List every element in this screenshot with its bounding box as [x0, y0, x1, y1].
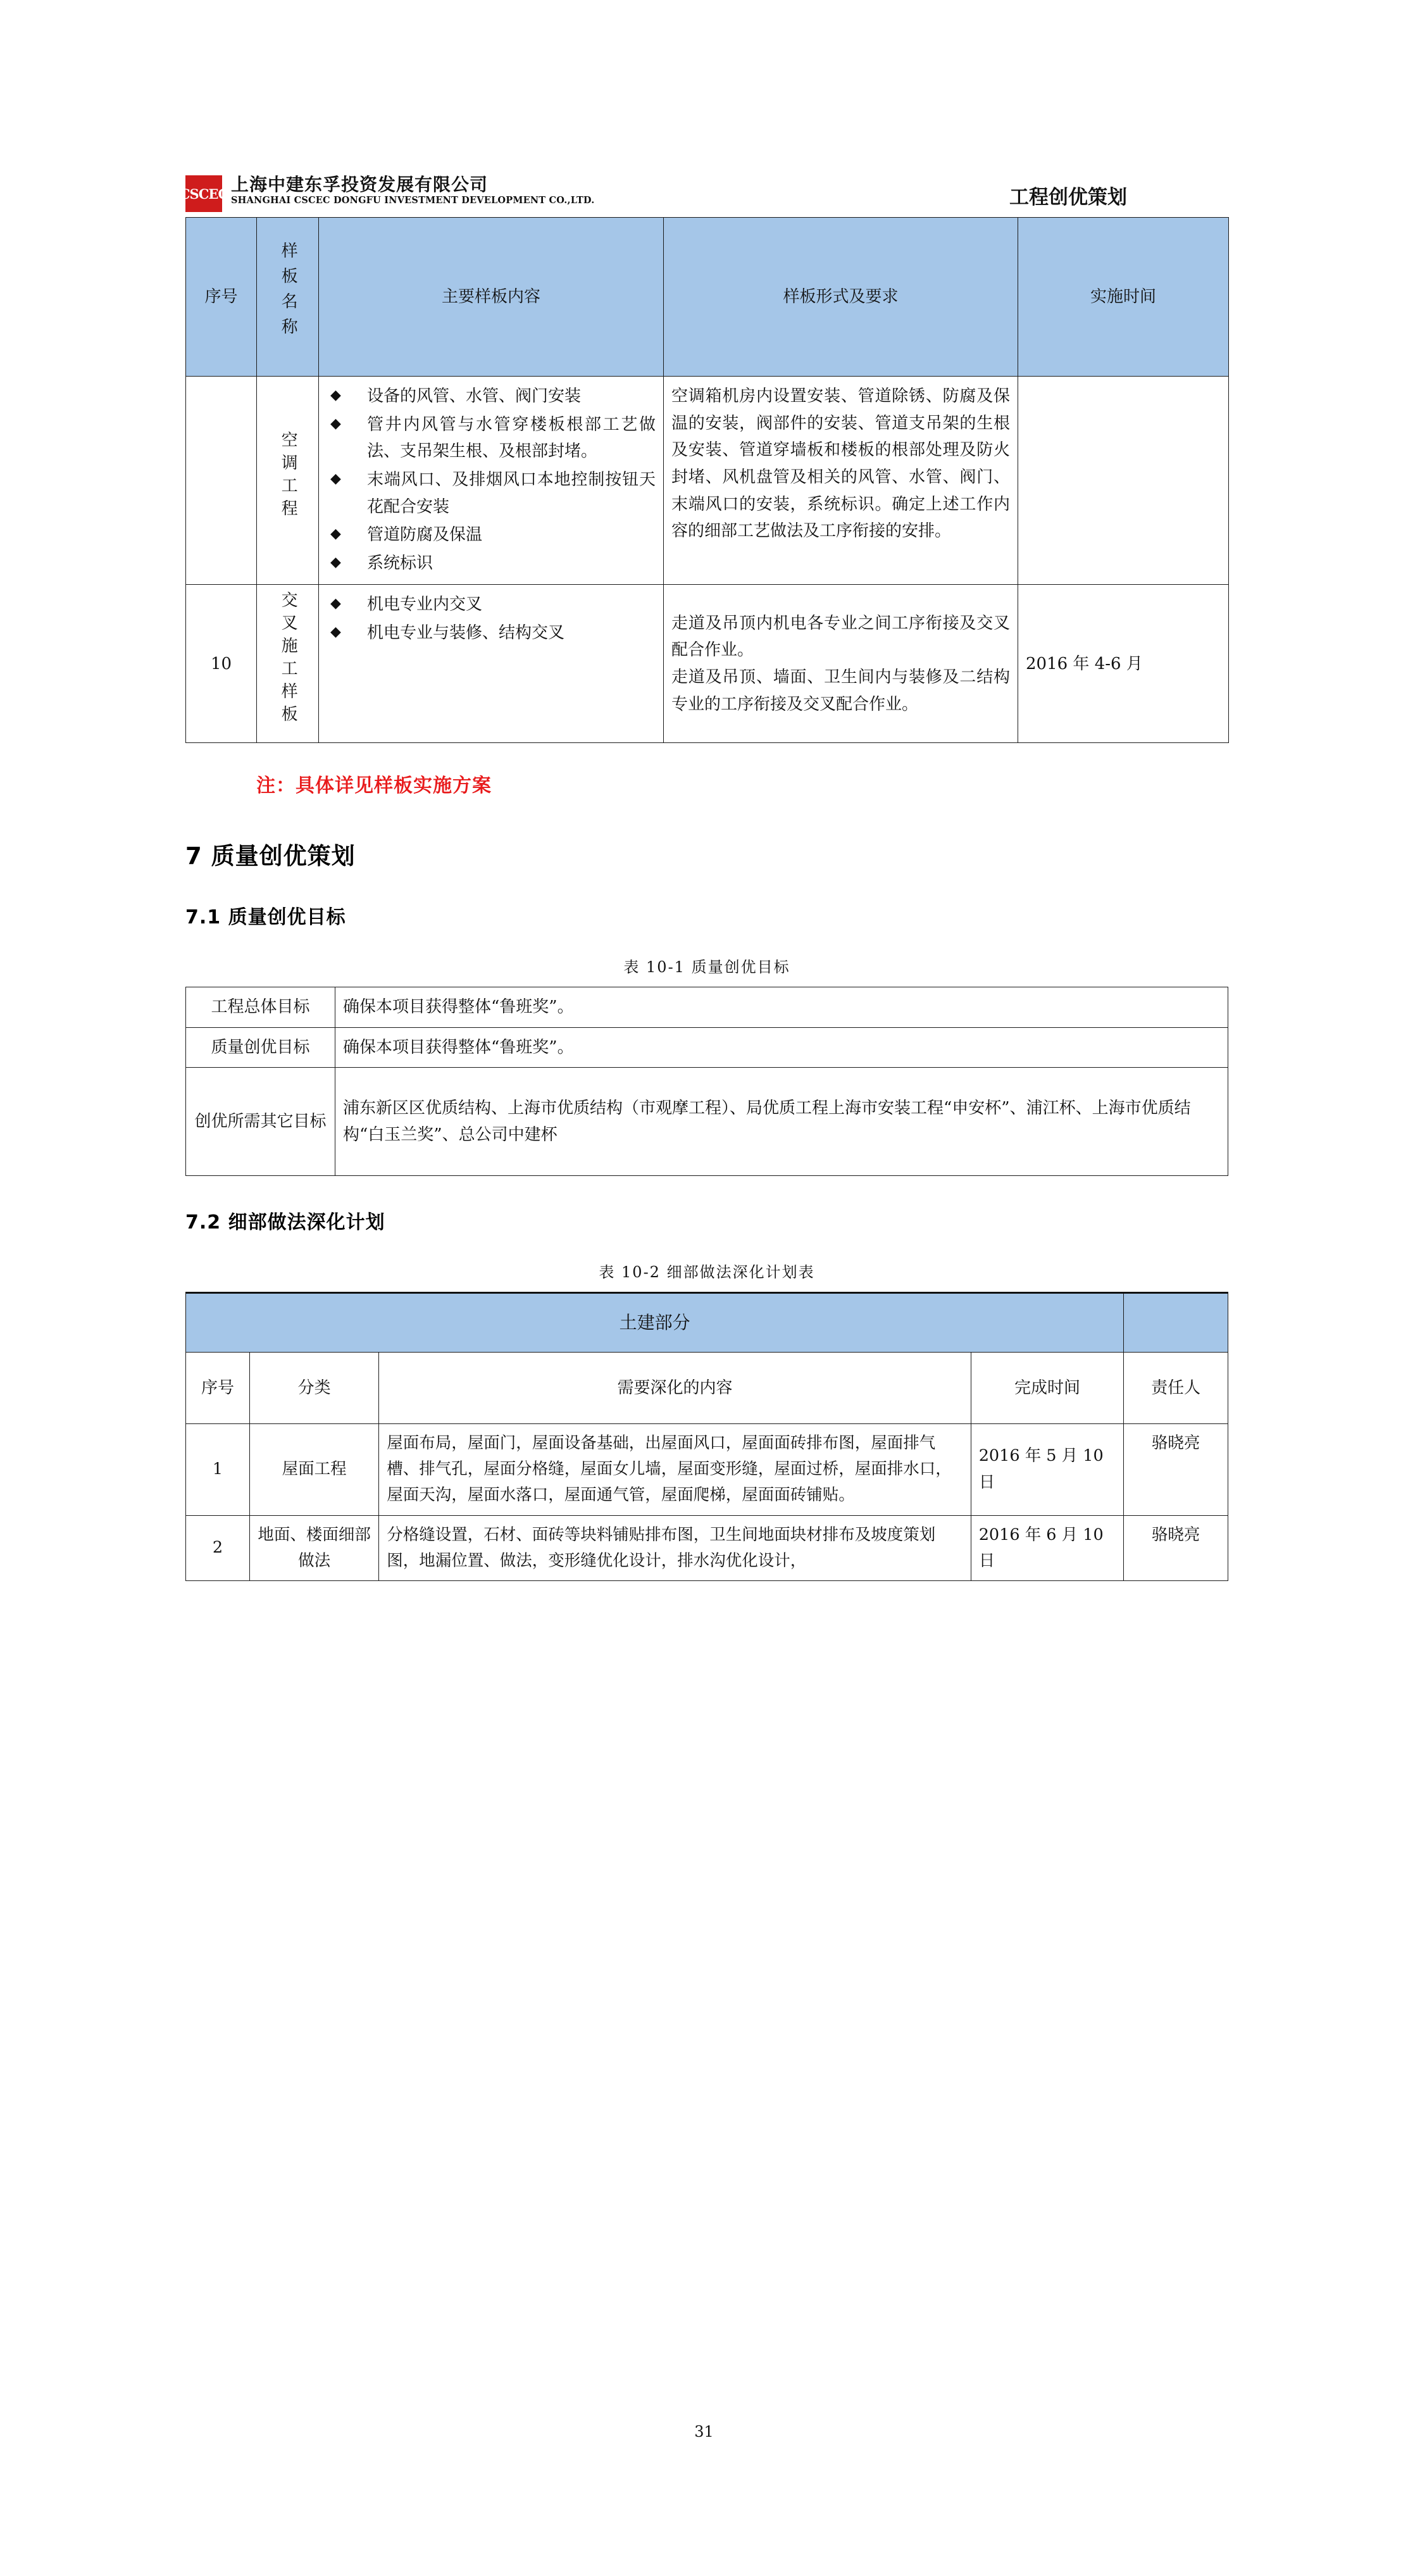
list-item: ◆ 设备的风管、水管、阀门安装: [327, 383, 656, 410]
col-header-no: 序号: [186, 218, 257, 377]
list-item: ◆ 机电专业与装修、结构交叉: [327, 620, 656, 647]
goal-label: 质量创优目标: [186, 1027, 335, 1067]
header-title: 工程创优策划: [1009, 186, 1127, 209]
quality-goals-table: [185, 987, 1228, 1175]
table-row: [186, 1515, 1228, 1581]
cell-no: [186, 377, 257, 585]
cell-form-requirement: [664, 377, 1018, 585]
diamond-bullet-icon: ◆: [330, 624, 341, 640]
cell-category: 地面、楼面细部做法: [250, 1515, 379, 1581]
bullet-list: [327, 591, 656, 646]
company-name-en: SHANGHAI CSCEC DONGFU INVESTMENT DEVELOPMENT CO.,LTD.: [231, 195, 595, 206]
col-header-category: 分类: [250, 1352, 379, 1423]
col-header-name: 样板名称: [257, 218, 319, 377]
cell-content: 分格缝设置，石材、面砖等块料铺贴排布图，卫生间地面块材排布及坡度策划图，地漏位置、做法，变形缝优化设计，排水沟优化设计，: [379, 1515, 971, 1581]
sample-table-header-row: [186, 218, 1229, 377]
goal-label: 工程总体目标: [186, 987, 335, 1027]
cell-form-requirement: [664, 585, 1018, 743]
cell-category: 屋面工程: [250, 1423, 379, 1515]
detail-table-header-row: [186, 1352, 1228, 1423]
paragraph: 空调箱机房内设置安装、管道除锈、防腐及保温的安装，阀部件的安装、管道支吊架的生根及安装、管道穿墙板和楼板的根部处理及防火封堵、风机盘管及相关的风管、水管、阀门、末端风口的安装，系统标识。确定上述工作内容的细部工艺做法及工序衔接的安排。: [671, 387, 1010, 541]
page-number: 31: [694, 2423, 714, 2441]
table-row: [186, 1423, 1228, 1515]
list-item: ◆ 机电专业内交叉: [327, 591, 656, 618]
cell-no: 1: [186, 1423, 250, 1515]
cell-time: 2016 年 6 月 10 日: [971, 1515, 1124, 1581]
group-title: 土建部分: [186, 1292, 1124, 1352]
diamond-bullet-icon: ◆: [330, 470, 341, 487]
detail-plan-table: [185, 1292, 1228, 1581]
table-row: [186, 987, 1228, 1027]
goal-value: 确保本项目获得整体“鲁班奖”。: [335, 1027, 1228, 1067]
bullet-list: [327, 383, 656, 577]
list-item: ◆ 管道防腐及保温: [327, 522, 656, 549]
cell-name: 空调工程: [257, 377, 319, 585]
page-content: [179, 0, 1228, 1581]
cell-content: 屋面布局，屋面门，屋面设备基础，出屋面风口，屋面面砖排布图，屋面排气槽、排气孔，屋面分格缝，屋面女儿墙，屋面变形缝，屋面过桥，屋面排水口，屋面天沟，屋面水落口，屋面通气管，屋面爬梯，屋面面砖铺贴。: [379, 1423, 971, 1515]
cell-time: [1018, 377, 1229, 585]
section-heading-7-1: 7.1 质量创优目标: [185, 906, 346, 929]
cell-main-content: [319, 377, 664, 585]
cell-owner: 骆晓亮: [1124, 1515, 1228, 1581]
col-header-time: 实施时间: [1018, 218, 1229, 377]
group-header-row: [186, 1292, 1228, 1352]
diamond-bullet-icon: ◆: [330, 526, 341, 542]
cell-no: 2: [186, 1515, 250, 1581]
col-header-main: 主要样板内容: [319, 218, 664, 377]
diamond-bullet-icon: ◆: [330, 596, 341, 612]
cell-main-content: [319, 585, 664, 743]
list-item: ◆ 管井内风管与水管穿楼板根部工艺做法、支吊架生根、及根部封堵。: [327, 411, 656, 465]
company-name-cn: 上海中建东孚投资发展有限公司: [231, 174, 489, 195]
sample-plan-table: [185, 217, 1229, 743]
diamond-bullet-icon: ◆: [330, 415, 341, 432]
col-header-form: 样板形式及要求: [664, 218, 1018, 377]
diamond-bullet-icon: ◆: [330, 387, 341, 403]
cell-owner: 骆晓亮: [1124, 1423, 1228, 1515]
list-item: ◆ 末端风口、及排烟风口本地控制按钮天花配合安装: [327, 466, 656, 520]
col-header-time: 完成时间: [971, 1352, 1124, 1423]
table-caption-10-1: 表 10-1 质量创优目标: [623, 958, 790, 977]
goal-label: 创优所需其它目标: [186, 1067, 335, 1175]
col-header-owner: 责任人: [1124, 1352, 1228, 1423]
col-header-no: 序号: [186, 1352, 250, 1423]
company-name-block: [231, 175, 594, 206]
paragraph: 走道及吊顶内机电各专业之间工序衔接及交叉配合作业。: [671, 613, 1010, 660]
table-row: [186, 1027, 1228, 1067]
list-item: ◆ 系统标识: [327, 550, 656, 577]
goal-value: 浦东新区区优质结构、上海市优质结构（市观摩工程）、局优质工程上海市安装工程“申安杯”、浦江杯、上海市优质结构“白玉兰奖”、总公司中建杯: [335, 1067, 1228, 1175]
col-header-content: 需要深化的内容: [379, 1352, 971, 1423]
cell-time: 2016 年 5 月 10 日: [971, 1423, 1124, 1515]
table-row: [186, 1067, 1228, 1175]
cell-name: 交叉施工样板: [257, 585, 319, 743]
cell-time: 2016 年 4-6 月: [1018, 585, 1229, 743]
cell-no: 10: [186, 585, 257, 743]
section-heading-7: 7 质量创优策划: [185, 842, 356, 870]
company-logo: [179, 174, 595, 212]
document-header: [179, 0, 1228, 212]
table-caption-10-2: 表 10-2 细部做法深化计划表: [599, 1263, 815, 1281]
table-row: [186, 377, 1229, 585]
section-heading-7-2: 7.2 细部做法深化计划: [185, 1211, 385, 1234]
group-header-spacer: [1124, 1292, 1228, 1352]
table-row: [186, 585, 1229, 743]
goal-value: 确保本项目获得整体“鲁班奖”。: [335, 987, 1228, 1027]
paragraph: 走道及吊顶、墙面、卫生间内与装修及二结构专业的工序衔接及交叉配合作业。: [671, 667, 1010, 714]
note-text: 注：具体详见样板实施方案: [256, 775, 492, 797]
cscec-logo-icon: CSCEC: [185, 175, 222, 212]
diamond-bullet-icon: ◆: [330, 554, 341, 570]
